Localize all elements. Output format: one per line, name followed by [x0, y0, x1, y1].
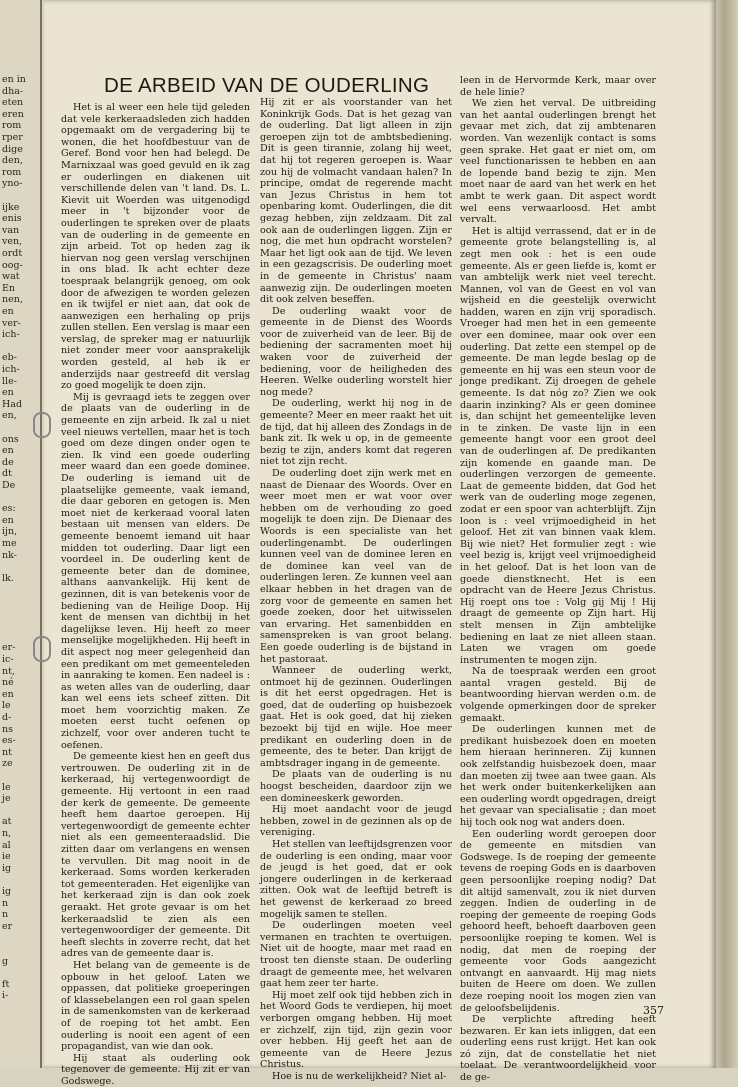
previous-page-fragment: rom: [2, 120, 22, 132]
previous-page-fragment: van: [2, 224, 20, 236]
previous-page-fragment: n,: [2, 828, 12, 839]
previous-page-fragment: en: [2, 514, 14, 526]
previous-page-fragment: en: [2, 306, 14, 317]
paragraph: Het is altijd verrassend, dat er in de gemeente grote belangstelling is, al zegt men ook : het is een oude gemeente. Als er geen liefde is, komt er van ambtelijk werk niet veel terecht. Mannen, vol van de Geest en vol van wijsheid en die geestelijk overwicht hadden, waren en zijn vrij sporadisch. Vroeger had men het in een gemeente over een dominee, maar ook over een ouderling. Dat zette een stempel op de gemeente. De man legde beslag op de gemeente en hij was een steun voor de jonge predikant. Zij droegen de gehele gemeente. Is dat nóg zo? Zien we ook daarin inzinking? Als er geen dominee is, dan schijnt het gemeentelijke leven in te zinken. De vaste lijn in een gemeente hangt voor een groot deel van de ouderlingen af. De predikanten zijn komende en gaande man. De ouderlingen verzorgen de gemeente. Laat de gemeente bidden, dat God het werk van de ouderling moge zegenen, zodat er een spoor van achterblijft. Zijn loon is : veel vrijmoedigheid in het geloof. Het zit van binnen vaak klem. Bij wie niet? Het formulier zegt : wie veel bezig is, krijgt veel vrijmoedigheid in het geloof. Dat is het loon van de goede dienstknecht. Het is een opdracht van de Heere Jezus Christus. Hij roept ons toe : Volg gij Mij ! Hij draagt de gemeente op Zijn hart. Hij stelt mensen in Zijn ambtelijke bediening en laat ze niet alleen staan. Laten we vragen om goede instrumenten te mogen zijn.: [460, 225, 656, 666]
previous-page-fragment: dha-: [2, 85, 24, 97]
paragraph: De ouderlingen moeten veel vermanen en trachten te overtuigen. Niet uit de hoogte, maar met raad en troost ten dienste staan. De ouderling draagt de gemeente mee, het welvaren gaat hem zeer ter harte.: [260, 920, 452, 990]
previous-page-fragment: g: [2, 955, 9, 967]
paragraph: We zien het verval. De uitbreiding van het aantal ouderlingen brengt het gevaar met zich, dat zij ambtenaren worden. Van wezenlijk contact is soms geen sprake. Het gaat er niet om, om veel functionarissen te hebben en aan de lopende band bezig te zijn. Men moet naar de aard van het werk en het ambt te werk gaan. Dit aspect wordt wel eens verwaarloosd. Het ambt vervalt.: [460, 98, 656, 226]
previous-page-fragment: eten: [2, 97, 24, 109]
paragraph: Een ouderling wordt geroepen door de gemeente en mitsdien van Godswege. Is de roeping der gemeente tevens de roeping Gods en is daarboven geen persoonlijke roeping nodig? Dat dit altijd samenvalt, zou ik niet durven zeggen. Indien de ouderling in de roeping der gemeente de roeping Gods gehoord heeft, behoeft daarboven geen persoonlijke roeping te komen. Wel is nodig, dat men de roeping der gemeente voor Gods aangezicht ontvangt en aanvaardt. Hij mag niets buiten de Heere om doen. We zullen deze roeping nooit los mogen zien van de geloofsbelijdenis.: [460, 828, 656, 1014]
previous-page-fragment: nt: [2, 746, 12, 758]
previous-page-fragment: de: [2, 456, 14, 468]
previous-page-fragment: ven,: [2, 236, 23, 248]
paragraph: Hoe is nu de werkelijkheid? Niet al-: [272, 1070, 447, 1082]
previous-page-fragment: ons: [2, 433, 19, 445]
previous-page-fragment: nk-: [2, 549, 17, 561]
paragraph: Hij staat als ouderling ook tegenover de gemeente. Hij zit er van Godswege.: [61, 1052, 250, 1087]
paragraph: Na de toespraak werden een groot aantal vragen gesteld. Bij de beantwoording hiervan werden o.m. de volgende opmerkingen door de spreker gemaakt.: [460, 666, 656, 724]
previous-page-fragment: me: [2, 538, 17, 549]
previous-page-fragment: er: [2, 920, 13, 932]
previous-page-fragment: le: [2, 781, 11, 793]
previous-page-fragment: rper: [2, 132, 23, 143]
previous-page-fragment: ft: [2, 978, 10, 990]
page-number: 357: [643, 1004, 664, 1017]
previous-page-fragment: wat: [2, 271, 20, 283]
paragraph: De ouderling, werkt hij nog in de gemeente? Meer en meer raakt het uit de tijd, dat hij alleen des Zondags in de bank zit. Ik wek u op, in de gemeente bezig te zijn, anders komt dat regeren niet tot zijn recht.: [260, 398, 452, 468]
previous-page-fragment: d-: [2, 712, 12, 723]
previous-page-fragment: es-: [2, 735, 16, 747]
previous-page-fragment: ich-: [2, 329, 20, 341]
previous-page-fragment: lle-: [2, 375, 17, 387]
previous-page-fragment: er-: [2, 642, 16, 654]
paragraph: Het stellen van leeftijdsgrenzen voor de ouderling is een onding, maar voor de jeugd is het goed, dat er ook jongere ouderlingen in de kerkeraad zitten. Ook wat de leeftijd betreft is het gewenst de kerkeraad zo breed mogelijk samen te stellen.: [260, 839, 452, 920]
previous-page-fragment: lk.: [2, 572, 14, 584]
paragraph: De gemeente kiest hen en geeft dus vertrouwen. De ouderling zit in de kerkeraad, hij vertegenwoordigt de gemeente. Hij vertoont in een raad der kerk de gemeente. De gemeente heeft hem daartoe geroepen. Hij vertegenwoordigt de gemeente echter niet als een gemeenteraadslid. Die zitten daar om verlangens en wensen te vervullen. Dit mag nooit in de kerkeraad. Soms worden kerkeraden tot gemeenteraden. Het eigenlijke van het kerkeraad zijn is dan ook zoek geraakt. Het grote gevaar is om het kerkeraadslid te zien als een vertegenwoordiger der gemeente. Dit heeft slechts in zoverre recht, dat het adres van de gemeente daar is.: [61, 751, 250, 960]
paragraph: De plaats van de ouderling is nu hoogst bescheiden, daardoor zijn we een domineeskerk geworden.: [260, 769, 452, 804]
previous-page-edge: [0, 0, 42, 1068]
article-title: DE ARBEID VAN DE OUDERLING: [104, 74, 430, 97]
paragraph: Mij is gevraagd iets te zeggen over de plaats van de ouderling in de gemeente en zijn arbeid. Ik zal u niet veel nieuws vertellen, maar het is toch goed om deze dingen onder ogen te zien. Ik vind een goede ouderling meer waard dan een goede dominee. De ouderling is iemand uit de plaatselijke gemeente, vaak iemand, die daar geboren en getogen is. Men moet niet de kerkeraad vooral laten bestaan uit mensen van elders. De gemeente benoemt iemand uit haar midden tot ouderling. Daar ligt een voordeel in. De ouderling kent de gemeente beter dan de dominee, althans aanvankelijk. Hij kent de gezinnen, dit is van betekenis voor de bediening van de Heilige Doop. Hij kent de mensen van dichtbij in het dagelijkse leven. Hij heeft zo meer menselijke mogelijkheden. Hij heeft in dit aspect nog meer gelegenheid dan een predikant om met gemeenteleden in aanraking te komen. Een nadeel is : as weten alles van de ouderling, daar kan wel eens iets scheef zitten. Dit moet hem voorzichtig maken. Ze moeten eerst tucht oefenen op zichzelf, voor over anderen tucht te oefenen.: [61, 391, 250, 751]
paragraph: Wanneer de ouderling werkt, ontmoet hij de gezinnen. Ouderlingen is dit het eerst opgedragen. Het is goed, dat de ouderling op huisbezoek gaat. Het is ook goed, dat hij zieken bezoekt bij tijd en wijle. Hoe meer predikant en ouderling doen in de gemeente, des te beter. Dan krijgt de ambtsdrager ingang in de gemeente.: [260, 665, 452, 769]
previous-page-fragment: Had: [2, 398, 23, 410]
paragraph: Het belang van de gemeente is de opbouw in het geloof. Laten we oppassen, dat politieke groeperingen of klassebelangen een rol gaan spelen in de samenkomsten van de kerkeraad of de roeping tot het ambt. Een ouderling is nooit een agent of een propagandist, van wie dan ook.: [61, 959, 250, 1053]
previous-page-fragment: eren: [2, 108, 24, 120]
previous-page-fragment: en,: [2, 410, 17, 422]
previous-page-fragment: dt: [2, 468, 12, 480]
previous-page-fragment: al: [2, 839, 11, 851]
previous-page-fragment: en in: [2, 74, 26, 85]
paragraph: De verplichte aftreding heeft bezwaren. Er kan iets inliggen, dat een ouderling eens rust krijgt. Het kan ook zó zijn, dat de constellatie het niet toelaat. De verantwoordelijkheid voor de ge-: [460, 1014, 656, 1084]
previous-page-fragment: oog-: [2, 259, 23, 271]
column-2: [260, 97, 452, 1082]
book-page-edge: [716, 0, 738, 1068]
previous-page-fragment: es:: [2, 503, 16, 515]
paragraph: leen in de Hervormde Kerk, maar over de hele linie?: [460, 75, 656, 98]
previous-page-fragment: né: [2, 677, 14, 689]
previous-page-fragment: rom: [2, 166, 22, 178]
previous-page-fragment: eb-: [2, 352, 17, 364]
paragraph: De ouderling doet zijn werk met en naast de Dienaar des Woords. Over en weer moet men er wat voor over hebben om de verhouding zo goed mogelijk te doen zijn. De Dienaar des Woords is een specialiste van het ouderlingenambt. De ouderlingen kunnen veel van de dominee leren en de dominee kan veel van de ouderlingen leren. Ze kunnen veel aan elkaar hebben in het dragen van de zorg voor de gemeente en samen het goede zoeken, door het uitwisselen van ervaring. Het samenbidden en samenspreken is van groot belang. Een goede ouderling is de bijstand in het pastoraat.: [260, 468, 452, 665]
previous-page-fragment: den,: [2, 155, 23, 167]
previous-page-fragment: ijke: [2, 201, 20, 213]
previous-page-fragment: ze: [2, 758, 13, 770]
previous-page-fragment: yno-: [2, 178, 23, 190]
paragraph: Hij moet aandacht voor de jeugd hebben, zowel in de gezinnen als op de vereniging.: [260, 804, 452, 839]
paragraph: Hij moet zelf ook tijd hebben zich in het Woord Gods te verdiepen, hij moet verborgen omgang hebben. Hij moet er zichzelf, zijn tijd, zijn gezin voor over hebben. Hij geeft het aan de gemeente van de Heere Jezus Christus.: [260, 989, 452, 1071]
previous-page-fragment: en: [2, 445, 14, 457]
previous-page-fragment: ig: [2, 862, 12, 874]
previous-page-fragment: ich-: [2, 364, 20, 375]
previous-page-fragment: ver-: [2, 317, 21, 329]
previous-page-fragment: en: [2, 387, 14, 399]
previous-page-fragment: nt,: [2, 665, 15, 677]
previous-page-fragment: i-: [2, 990, 9, 1002]
previous-page-fragment: ic-: [2, 654, 14, 665]
previous-page-fragment: le: [2, 700, 11, 712]
paragraph: De ouderlingen kunnen met de predikant huisbezoek doen en moeten hem hieraan herinneren. Zij kunnen ook zelfstandig huisbezoek doen, maar dan moeten zij twee aan twee gaan. Als het werk onder buitenkerkelijken aan een ouderling wordt opgedragen, dreigt het gevaar van specialisatie ; dan moet hij toch ook nog wat anders doen.: [460, 724, 656, 828]
previous-page-fragment: ig: [2, 886, 12, 897]
previous-page-fragment: enis: [2, 213, 22, 225]
previous-page-fragment: dige: [2, 143, 23, 155]
previous-page-fragment: n: [2, 897, 9, 909]
previous-page-fragment: De: [2, 480, 16, 491]
paragraph: Hij zit er als voorstander van het Koninkrijk Gods. Dat is het gezag van de ouderling. Dat ligt alleen in zijn geroepen zijn tot de ambtsbediening. Dit is geen tirannie, zolang hij weet, dat hij tot regeren geroepen is. Waar zou hij de volmacht vandaan halen? In principe, omdat de regerende macht van Jezus Christus in hem tot openbaring komt. Ouderlingen, die dit gezag hebben, zijn zeldzaam. Dit zal ook aan de ouderlingen liggen. Zijn er nog, die met hun opdracht worstelen? Maar het ligt ook aan de tijd. We leven in een gezagscrisis. De ouderling moet in de gemeente in Christus' naam aanwezig zijn. De ouderlingen moeten dit ook zelven beseffen.: [260, 97, 452, 306]
previous-page-fragment: en: [2, 688, 14, 700]
column-1: [61, 102, 250, 1087]
column-3: [460, 75, 656, 1084]
previous-page-fragment: En: [2, 282, 16, 294]
paragraph: Het is al weer een hele tijd geleden dat vele kerkeraadsleden zich hadden opgemaakt om de vergadering bij te wonen, die het hoofdbestuur van de Geref. Bond voor hen had belegd. De Marnixzaal was goed gevuld en ik zag er ouderlingen en diakenen uit verschillende delen van 't land. Ds. L. Kievit uit Woerden was uitgenodigd meer in 't bijzonder voor de ouderlingen te spreken over de plaats van de ouderling in de gemeente en zijn arbeid. Tot op heden zag ik hiervan nog geen verslag verschijnen in ons blad. Ik acht echter deze toespraak belangrijk genoeg, om ook door de afwezigen te worden gelezen en ik twijfel er niet aan, dat ook de aanwezigen een herhaling op prijs zullen stellen. Een verslag is maar een verslag, de spreker mag er natuurlijk niet zonder meer voor aansprakelijk worden gesteld, al heb ik er anderzijds naar gestreefd dit verslag zo goed mogelijk te doen zijn.: [61, 102, 250, 392]
paragraph: De ouderling waakt voor de gemeente in de Dienst des Woords voor de zuiverheid van de leer. Bij de bediening der sacramenten moet hij waken voor de zuiverheid der bediening, voor de heiligheden des Heeren. Welke ouderling worstelt hier nog mede?: [260, 305, 452, 398]
previous-page-fragment: at: [2, 816, 12, 828]
staple-clip-bottom: [33, 636, 51, 662]
previous-page-fragment: nen,: [2, 294, 23, 306]
previous-page-fragment: ijn,: [2, 526, 18, 538]
staple-clip-top: [33, 412, 51, 438]
previous-page-fragment: je: [2, 793, 11, 805]
previous-page-fragment: n: [2, 909, 9, 921]
previous-page-fragment: ns: [2, 723, 13, 735]
previous-page-fragment: ie: [2, 851, 11, 863]
previous-page-fragment: ordt: [2, 248, 23, 259]
